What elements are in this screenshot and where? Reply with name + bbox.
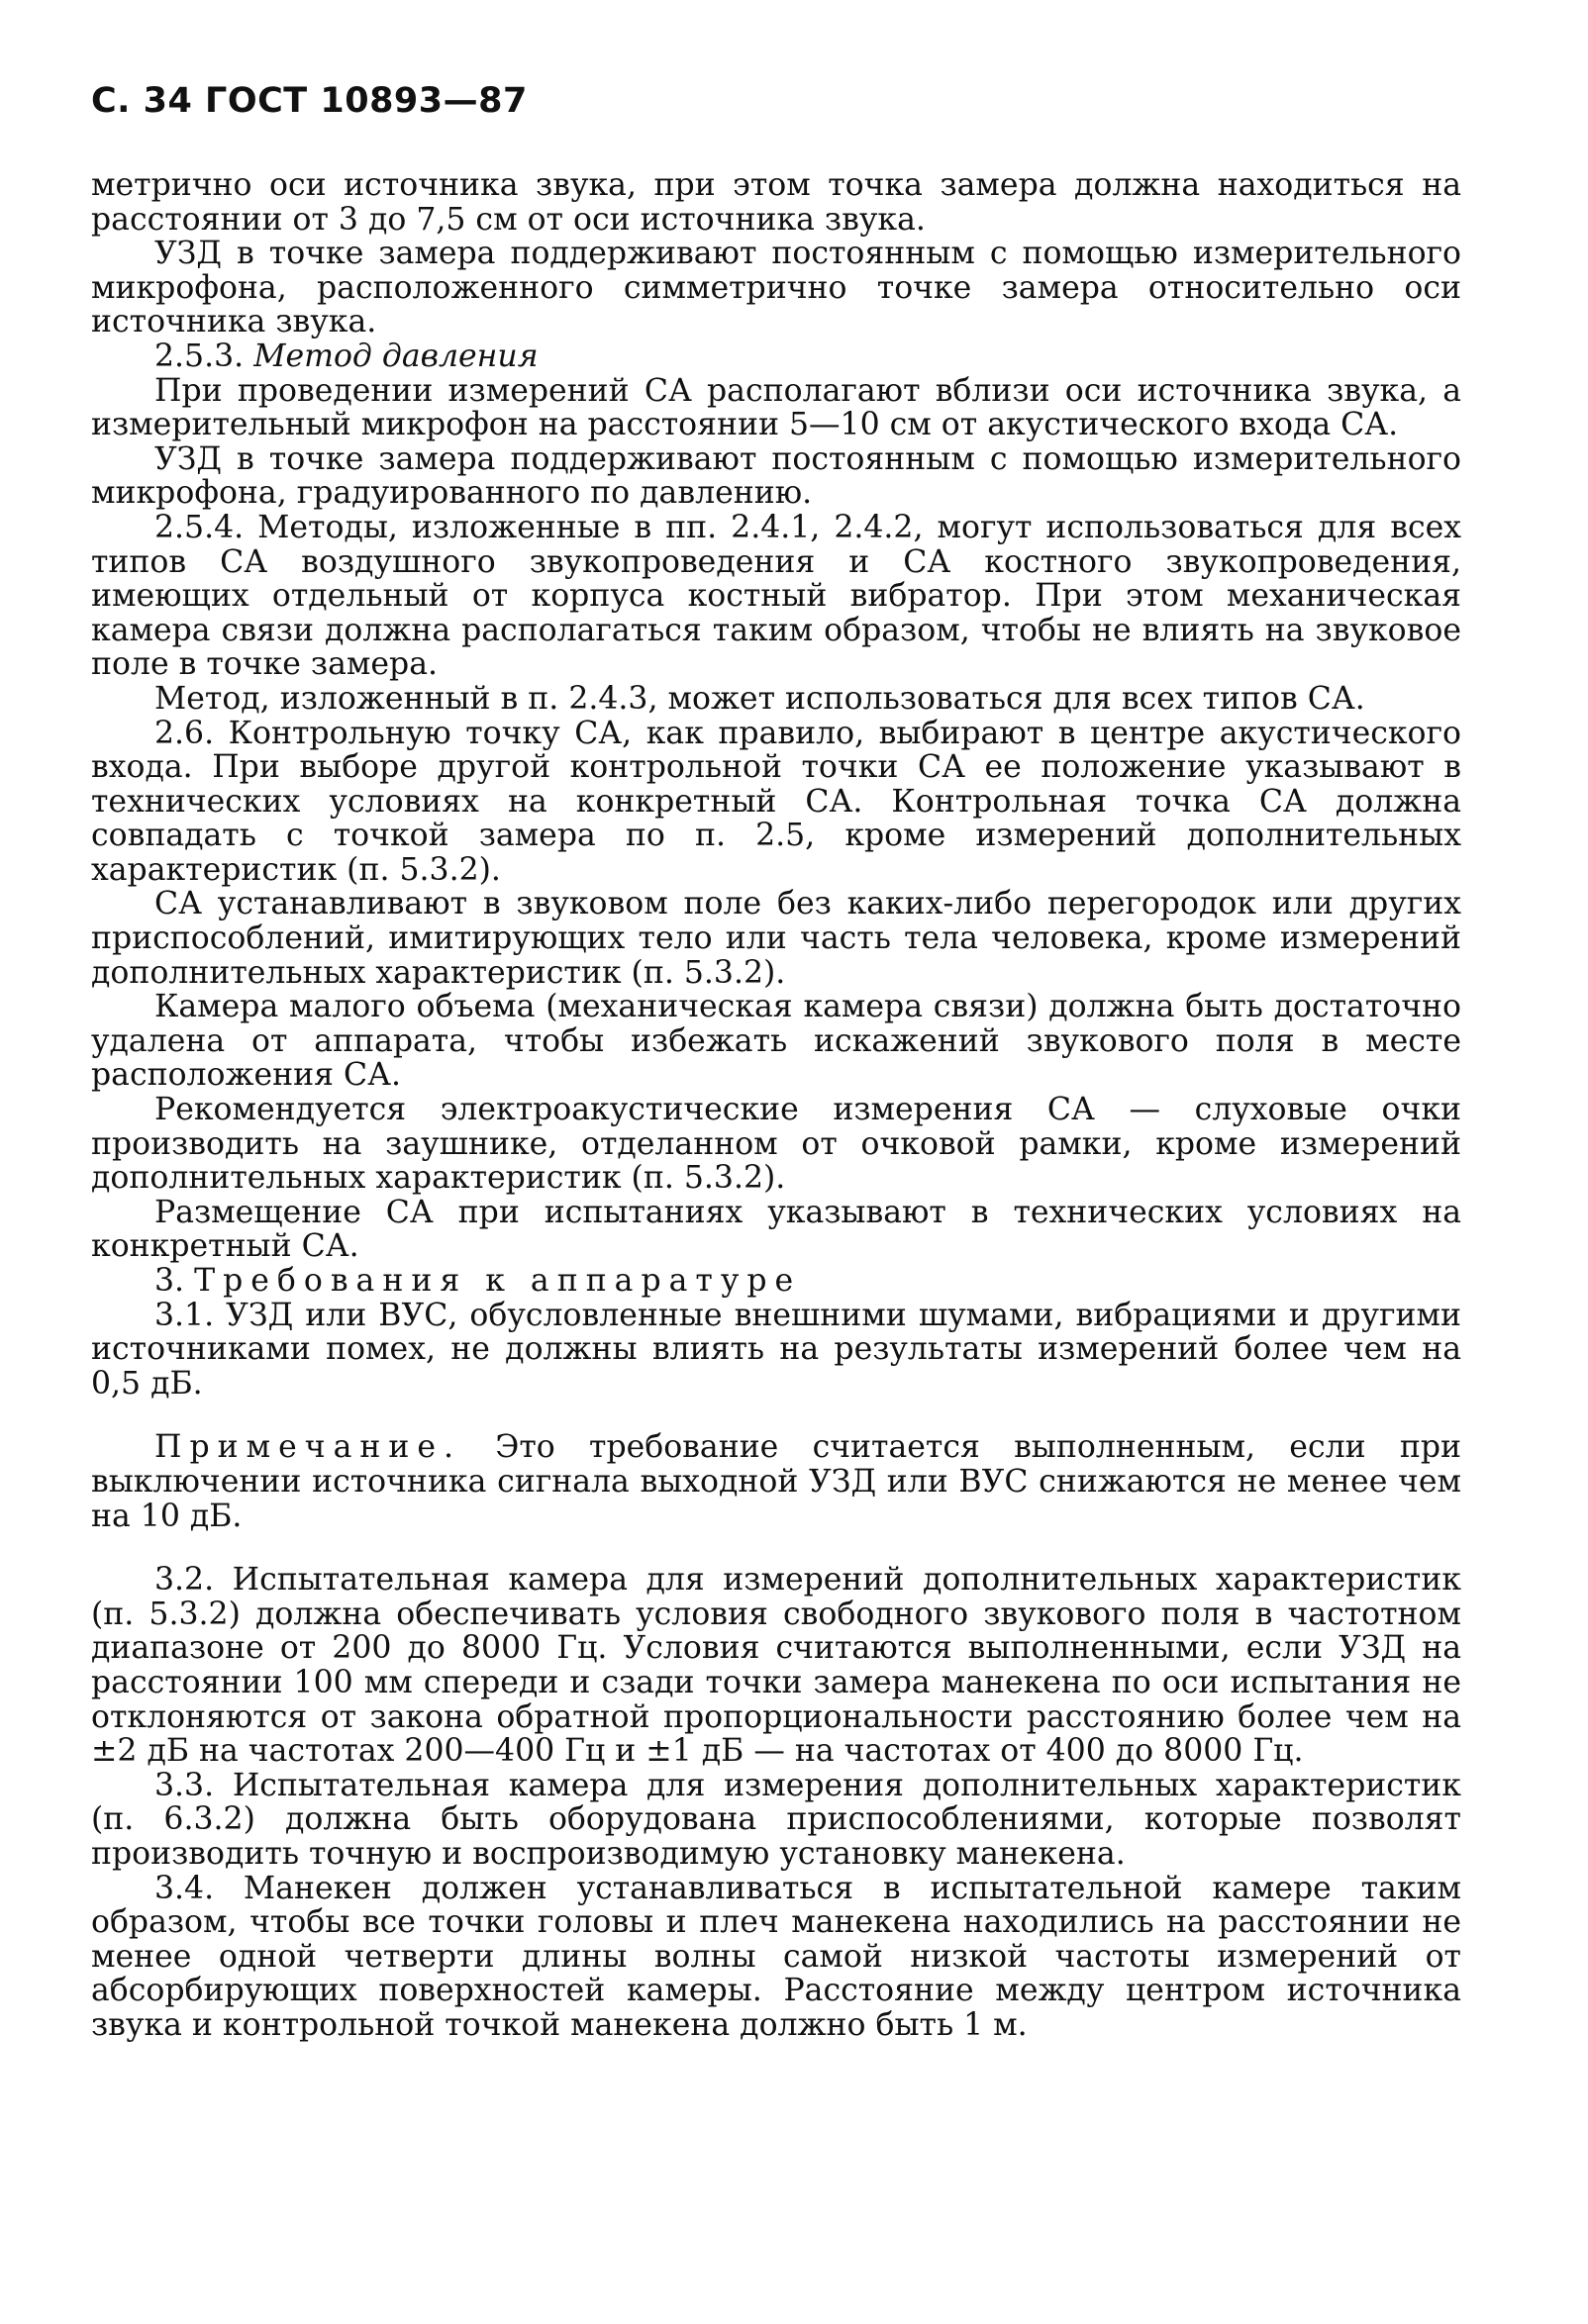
paragraph-hearing-glasses: Рекомендуется электроакустические измерения СА — слуховые очки производить на заушнике, отделанном от очковой рамки, кроме измерений дополнительных характеристик (п. 5.3.2). <box>91 1092 1461 1197</box>
paragraph-method-2-4-3: Метод, изложенный в п. 2.4.3, может использоваться для всех типов СА. <box>154 680 1365 717</box>
paragraph-placement: Размещение СА при испытаниях указывают в технических условиях на конкретный СА. <box>91 1194 1461 1265</box>
paragraph-pressure-calibrated: УЗД в точке замера поддерживают постоянным с помощью измерительного микрофона, градуированного по давлению. <box>91 440 1461 512</box>
paragraph-3-1: 3.1. УЗД или ВУС, обусловленные внешними шумами, вибрациями и другими источниками помех, не должны влиять на результаты измерений более чем на 0,5 дБ. <box>91 1297 1461 1402</box>
section-number: 3. <box>154 1263 185 1299</box>
page-header: С. 34 ГОСТ 10893—87 <box>91 81 528 121</box>
paragraph-small-chamber: Камера малого объема (механическая камера связи) должна быть достаточно удалена от аппарата, чтобы избежать искажений звукового поля в месте расположения СА. <box>91 989 1461 1094</box>
paragraph-2-6: 2.6. Контрольную точку СА, как правило, выбирают в центре акустического входа. При выборе другой контрольной точки СА ее положение указывают в технических условиях на конкретный СА. Контрольная точка СА должна совпадать с точкой замера по п. 2.5, кроме измерений дополнительных характеристик (п. 5.3.2). <box>91 715 1461 888</box>
paragraph-3-2: 3.2. Испытательная камера для измерений дополнительных характеристик (п. 5.3.2) должна обеспечивать условия свободного звукового поля в частотном диапазоне от 200 до 8000 Гц. Условия считаются выполненными, если УЗД на расстоянии 100 мм спереди и сзади точки замера манекена по оси испытания не отклоняются от закона обратной пропорциональности расстоянию более чем на ±2 дБ на частотах 200—400 Гц и ±1 дБ — на частотах от 400 до 8000 Гц. <box>91 1562 1461 1770</box>
note <box>91 1430 1461 1533</box>
note-label: Примечание. <box>154 1429 462 1466</box>
note-text: Это требование считается выполненным, если при выключении источника сигнала выходной УЗД или ВУС снижаются не менее чем на 10 дБ. <box>91 1429 1461 1534</box>
section-number: 2.5.3. <box>154 338 245 374</box>
section-3-heading <box>91 1264 1461 1299</box>
paragraph-continuation: метрично оси источника звука, при этом точка замера должна находиться на расстоянии от 3 до 7,5 см от оси источника звука. <box>91 167 1461 238</box>
paragraph-pressure-method: При проведении измерений СА располагают вблизи оси источника звука, а измерительный микрофон на расстоянии 5—10 см от акустического входа СА. <box>91 372 1461 443</box>
section-title: Требования к аппаратуре <box>194 1263 802 1299</box>
paragraph-3-3: 3.3. Испытательная камера для измерения дополнительных характеристик (п. 6.3.2) должна быть оборудована приспособлениями, которые позволят производить точную и воспроизводимую установку манекена. <box>91 1767 1461 1872</box>
paragraph-2-5-4: 2.5.4. Методы, изложенные в пп. 2.4.1, 2.4.2, могут использоваться для всех типов СА воздушного звукопроведения и СА костного звукопроведения, имеющих отдельный от корпуса костный вибратор. При этом механическая камера связи должна располагаться таким образом, чтобы не влиять на звуковое поле в точке замера. <box>91 509 1461 683</box>
section-2-5-3-heading <box>91 339 1461 374</box>
section-title: Метод давления <box>253 338 539 374</box>
paragraph-sa-installation: СА устанавливают в звуковом поле без каких-либо перегородок или других приспособлений, имитирующих тело или часть тела человека, кроме измерений дополнительных характеристик (п. 5.3.2). <box>91 886 1461 991</box>
document-body <box>91 168 1461 2042</box>
paragraph-3-4: 3.4. Манекен должен устанавливаться в испытательной камере таким образом, чтобы все точки головы и плеч манекена находились на расстоянии не менее одной четверти длины волны самой низкой частоты измерений от абсорбирующих поверхностей камеры. Расстояние между центром источника звука и контрольной точкой манекена должно быть 1 м. <box>91 1870 1461 2043</box>
paragraph-uzd-microphone: УЗД в точке замера поддерживают постоянным с помощью измерительного микрофона, расположенного симметрично точке замера относительно оси источника звука. <box>91 236 1461 340</box>
